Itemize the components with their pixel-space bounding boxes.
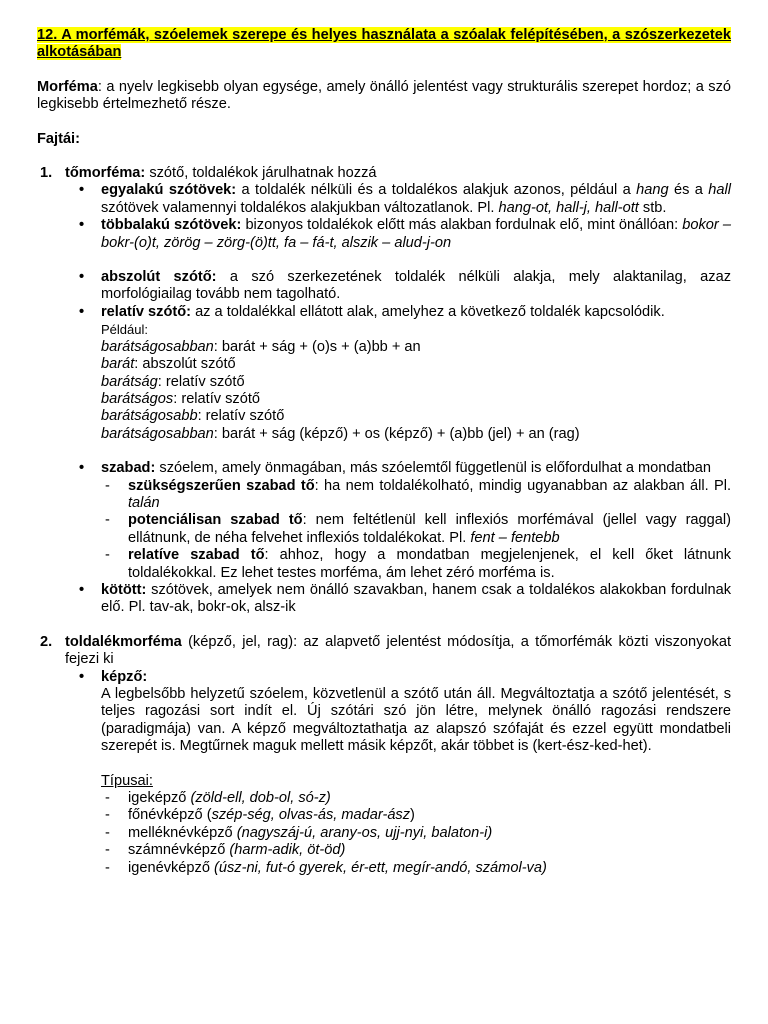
example-line: barátságosabb: relatív szótő: [101, 408, 285, 425]
dash-icon: -: [105, 824, 110, 841]
kepzo-type-list: [37, 790, 731, 877]
bullet-icon: •: [79, 668, 85, 685]
example-line: barátságos: relatív szótő: [101, 390, 261, 407]
kepzo-type-item: - igeképző (zöld-ell, dob-ol, só-z): [105, 790, 331, 807]
page-title: [37, 27, 731, 62]
toldalek-term: toldalékmorféma: [65, 633, 182, 650]
section-toldalekmorfema: 2. toldalékmorféma (képző, jel, rag): az alapvető jelentést módosítja, a tőmorfémák közti viszonyokat fejezi ki: [40, 633, 731, 668]
document-page: [37, 27, 731, 877]
example-list: [37, 339, 731, 443]
dash-icon: -: [105, 790, 110, 807]
example-line: barát: abszolút szótő: [101, 356, 236, 373]
dash-icon: -: [105, 547, 110, 564]
bullet-relativ: • relatív szótő: az a toldalékkal ellátott alak, amelyhez a következő toldalék kapcsolódik.: [79, 303, 665, 320]
morfema-definition: [37, 79, 731, 114]
section-tomorfema: 1. tőmorféma: szótő, toldalékok járulhatnak hozzá: [40, 165, 377, 182]
bullet-tobbalaku: • többalakú szótövek: bizonyos toldalékok előtt más alakban fordulnak elő, mint önállóan: bokor – bokr-(o)t, zörög – zörg-(ö)tt, fa – fá-t, alszik – alud-j-on: [79, 217, 731, 251]
dash-icon: -: [105, 842, 110, 859]
bullet-kepzo: • képző:: [79, 668, 148, 685]
kepzo-description: A legbelsőbb helyzetű szóelem, közvetlenül a szótő után áll. Megváltoztatja a szótő jelentését, s teljes ragozási sort indít el. Új szótári szó jön létre, melynek önálló ragozási rendszere (paradigmája) van. A képző megváltoztathatja az alapszó szófaját és ezzel együtt mondatbeli szerepét is. Megtűrnek maguk mellett másik képzőt, akár többet is (kert-ész-ked-het).: [101, 686, 731, 755]
example-label: Például:: [101, 322, 148, 338]
kepzo-type-item: - főnévképző (szép-ség, olvas-ás, madar-ász): [105, 807, 415, 824]
bullet-kotott: • kötött: szótövek, amelyek nem önálló szavakban, hanem csak a toldalékos alakokban fordulnak elő. Pl. tav-ak, bokr-ok, alsz-ik: [79, 581, 731, 616]
example-line: barátságosabban: barát + ság + (o)s + (a)bb + an: [101, 338, 421, 355]
bullet-icon: •: [79, 460, 85, 477]
bullet-icon: •: [79, 269, 85, 286]
example-line: barátságosabban: barát + ság (képző) + os (képző) + (a)bb (jel) + an (rag): [101, 425, 580, 442]
definition-text: : a nyelv legkisebb olyan egysége, amely önálló jelentést vagy strukturális szerepet hordoz; a szó legkisebb értelmezhető része.: [37, 78, 731, 113]
example-line: barátság: relatív szótő: [101, 373, 245, 390]
bullet-abszolut: • abszolút szótő: a szó szerkezetének toldalék nélküli alakja, mely alaktanilag, azaz morfológiailag tovább nem tagolható.: [79, 269, 731, 303]
dash-item-potencialis: - potenciálisan szabad tő: nem feltétlenül kell inflexiós morfémával (jellel vagy raggal) ellátnunk, de néha felvehet inflexiós toldalékokat. Pl. fent – fentebb: [105, 512, 731, 546]
dash-item-szukseg: - szükségszerűen szabad tő: ha nem toldalékolható, mindig ugyanabban az alakban áll. Pl. talán: [105, 477, 732, 511]
bullet-egyalaku: • egyalakú szótövek: a toldalék nélküli és a toldalékos alakjuk azonos, például a hang és a hall szótövek valamennyi toldalékos alakjukban változatlanok. Pl. hang-ot, hall-j, hall-ott stb.: [79, 182, 732, 216]
dash-icon: -: [105, 859, 110, 876]
kepzo-types-label: Típusai:: [101, 772, 153, 789]
dash-icon: -: [105, 807, 110, 824]
tomorfema-term: tőmorféma:: [65, 165, 146, 182]
types-heading: Fajtái:: [37, 130, 80, 147]
kepzo-type-item: - számnévképző (harm-adik, öt-öd): [105, 842, 346, 859]
dash-icon: -: [105, 477, 110, 494]
dash-icon: -: [105, 512, 110, 529]
title-text: 12. A morfémák, szóelemek szerepe és helyes használata a szóalak felépítésében, a szószerkezetek alkotásában: [37, 27, 731, 61]
bullet-icon: •: [79, 217, 85, 234]
kepzo-type-item: - melléknévképző (nagyszáj-ú, arany-os, ujj-nyi, balaton-i): [105, 824, 493, 841]
kepzo-type-item: - igenévképző (úsz-ni, fut-ó gyerek, ér-ett, megír-andó, számol-va): [105, 859, 547, 876]
definition-term: Morféma: [37, 78, 98, 95]
bullet-szabad: • szabad: szóelem, amely önmagában, más szóelemtől függetlenül is előfordulhat a mondatban: [79, 460, 712, 477]
dash-item-relative: - relatíve szabad tő: ahhoz, hogy a mondatban megjelenjenek, el kell őket látnunk toldalékokkal. Ez lehet testes morféma, ám lehet zéró morféma is.: [105, 547, 731, 581]
bullet-icon: •: [79, 303, 85, 320]
section-number: 2.: [40, 633, 53, 650]
bullet-icon: •: [79, 581, 85, 598]
bullet-icon: •: [79, 182, 85, 199]
section-number: 1.: [40, 165, 53, 182]
